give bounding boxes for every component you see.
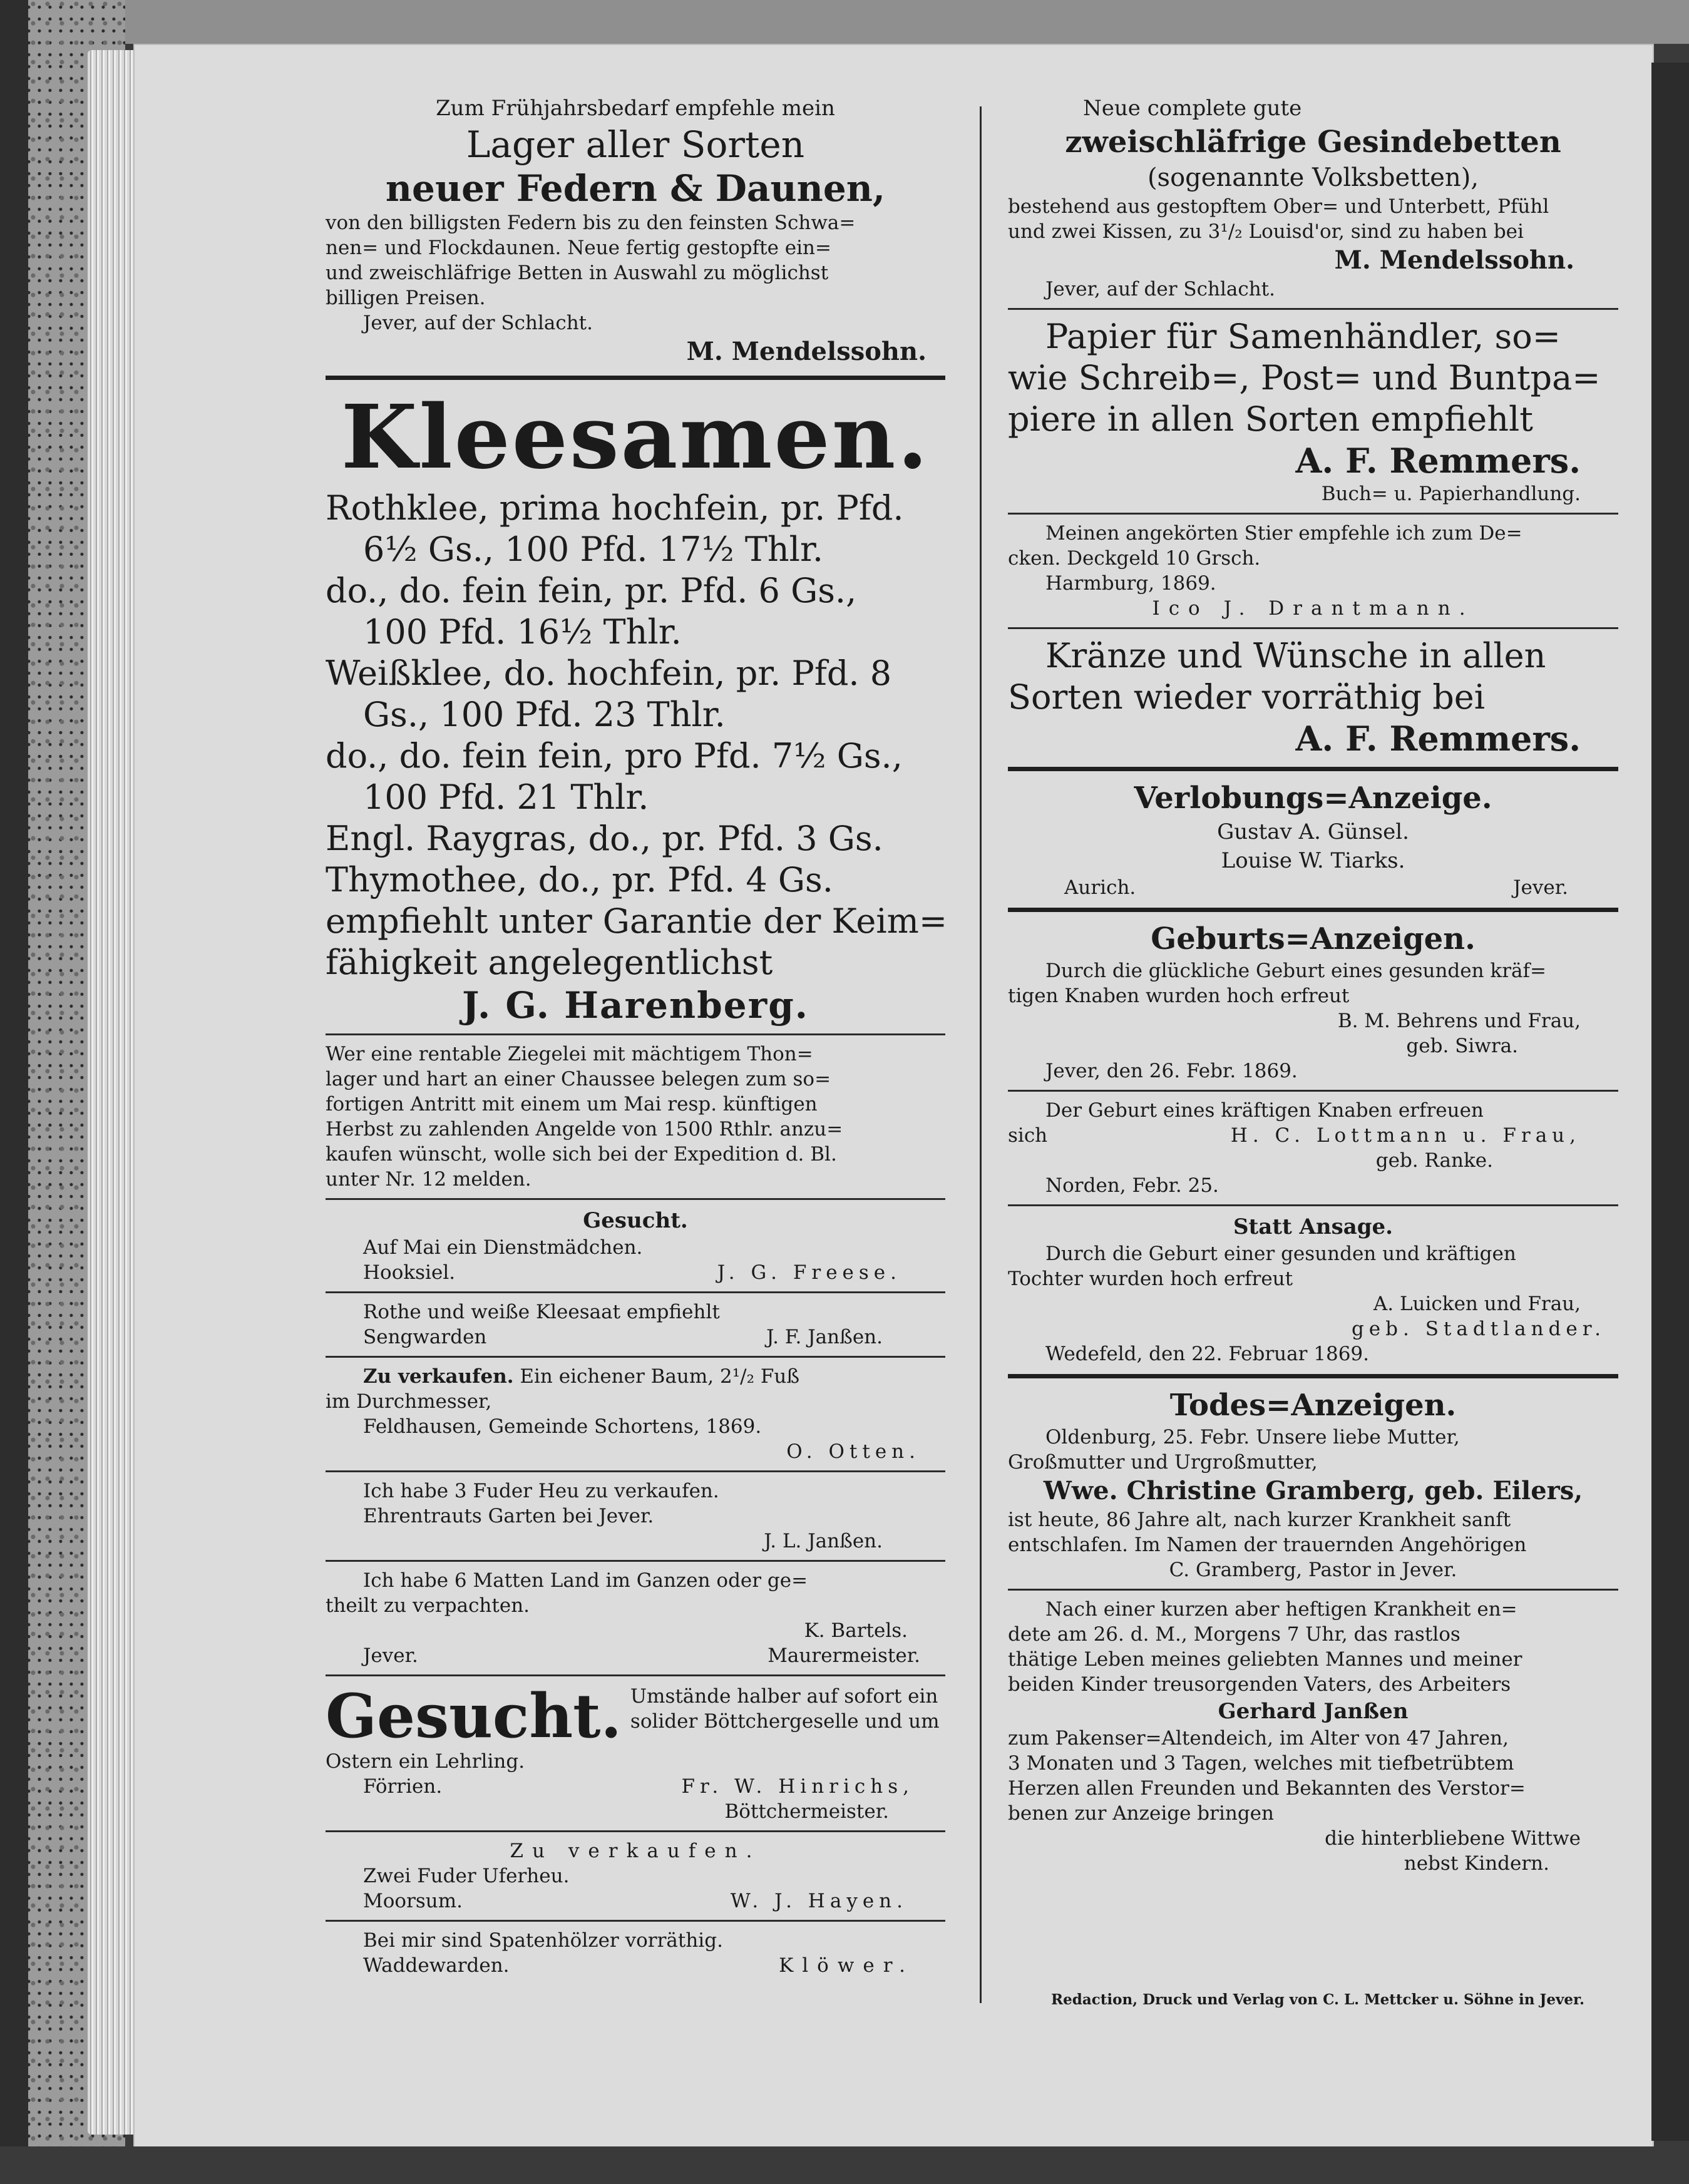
ad-signature: J. F. Janßen. [766, 1326, 883, 1348]
ad-line: Zum Frühjahrsbedarf empfehle mein [436, 96, 835, 121]
notice-name: Louise W. Tiarks. [1221, 848, 1405, 873]
notice-line: beiden Kinder treusorgenden Vaters, des Arbeiters [1008, 1673, 1511, 1696]
ad-line: Feldhausen, Gemeinde Schortens, 1869. [363, 1415, 762, 1438]
ad-signature: J. G. Harenberg. [462, 984, 809, 1027]
ad-signature: A. F. Remmers. [1295, 441, 1581, 481]
ad-place: Jever, auf der Schlacht. [1045, 278, 1275, 300]
column-divider [980, 106, 982, 2003]
notice-signature: nebst Kindern. [1404, 1852, 1549, 1875]
ad-spaten [326, 1928, 945, 1978]
ad-place: Sengwarden [363, 1326, 487, 1348]
rule [1008, 1090, 1618, 1092]
notice-title: Verlobungs=Anzeige. [1134, 781, 1492, 816]
rule [326, 1198, 945, 1200]
ad-line [326, 1364, 945, 1389]
ad-signature: J. G. Freese. [717, 1261, 901, 1284]
ad-line: 100 Pfd. 16½ Thlr. [363, 612, 682, 652]
ad-line: Rothklee, prima hochfein, pr. Pfd. [326, 488, 904, 528]
ad-place: Förrien. [363, 1775, 443, 1798]
ad-line: do., do. fein fein, pro Pfd. 7½ Gs., [326, 736, 903, 776]
ad-line: kaufen wünscht, wolle sich bei der Expedition d. Bl. [326, 1143, 837, 1166]
ad-line: Engl. Raygras, do., pr. Pfd. 3 Gs. [326, 819, 883, 858]
ad-line: solider Böttchergeselle und um [630, 1710, 940, 1733]
next-page-edge [1651, 63, 1689, 2141]
notice-line: Oldenburg, 25. Febr. Unsere liebe Mutter, [1045, 1426, 1460, 1448]
ad-kleesamen [326, 386, 948, 1027]
ad-line: nen= und Flockdaunen. Neue fertig gestopfte ein= [326, 237, 831, 259]
notice-line: Großmutter und Urgroßmutter, [1008, 1451, 1318, 1474]
scan-top-edge [0, 0, 1689, 44]
ad-line: Neue complete gute [1083, 96, 1302, 121]
ad-line: piere in allen Sorten empfiehlt [1008, 399, 1533, 439]
notice-line: Durch die glückliche Geburt eines gesunden kräf= [1045, 960, 1546, 982]
rule [326, 1356, 945, 1358]
left-column [326, 94, 948, 1978]
ad-line: Gs., 100 Pfd. 23 Thlr. [363, 695, 726, 734]
ad-signature: M. Mendelssohn. [686, 337, 927, 366]
ad-line: Ich habe 6 Matten Land im Ganzen oder ge= [363, 1569, 808, 1592]
ad-signature: M. Mendelssohn. [1334, 245, 1574, 275]
ad-signature: O. Otten. [786, 1440, 920, 1463]
rule [1008, 1589, 1618, 1591]
rule [326, 1291, 945, 1293]
ad-matten [326, 1568, 945, 1668]
ad-line: do., do. fein fein, pr. Pfd. 6 Gs., [326, 571, 857, 610]
ad-baum [326, 1364, 945, 1464]
ad-line: Bei mir sind Spatenhölzer vorräthig. [363, 1929, 723, 1952]
notice-line: 3 Monaten und 3 Tagen, welches mit tiefbetrübtem [1008, 1752, 1514, 1775]
ad-line: Auf Mai ein Dienstmädchen. [363, 1236, 643, 1259]
notice-line: ist heute, 86 Jahre alt, nach kurzer Krankheit sanft [1008, 1509, 1511, 1531]
notice-line: tigen Knaben wurden hoch erfreut [1008, 985, 1350, 1007]
ad-place: Jever. [363, 1644, 418, 1667]
ad-line: Buch= u. Papierhandlung. [1321, 483, 1581, 505]
notice-signature: A. Luicken und Frau, [1373, 1293, 1581, 1315]
ad-line: cken. Deckgeld 10 Grsch. [1008, 547, 1261, 570]
ad-kleesaat [326, 1300, 945, 1350]
ad-signature: Fr. W. Hinrichs, [681, 1775, 914, 1798]
rule [326, 1830, 945, 1832]
ad-line: Lager aller Sorten [466, 123, 805, 166]
ad-line: von den billigsten Federn bis zu den feinsten Schwa= [326, 212, 856, 234]
ad-line: bestehend aus gestopftem Ober= und Unterbett, Pfühl [1008, 195, 1549, 218]
notice-signature: geb. Ranke. [1375, 1149, 1493, 1172]
ad-headline: neuer Federn & Daunen, [385, 167, 886, 210]
ad-gesucht-dienstmaedchen [326, 1206, 945, 1285]
ad-place: Waddewarden. [363, 1954, 510, 1977]
ad-line: empfiehlt unter Garantie der Keim= [326, 901, 948, 941]
ad-headline: Gesucht. [583, 1208, 688, 1233]
ad-line: Thymothee, do., pr. Pfd. 4 Gs. [326, 860, 833, 900]
rule [1008, 767, 1618, 771]
ad-line: Jever, auf der Schlacht. [363, 312, 593, 334]
ad-line: 6½ Gs., 100 Pfd. 17½ Thlr. [363, 530, 823, 569]
ad-line: Wer eine rentable Ziegelei mit mächtigem Thon= [326, 1043, 813, 1065]
ad-line: billigen Preisen. [326, 287, 486, 309]
ad-headline: Zu verkaufen. [363, 1365, 514, 1388]
ad-line: im Durchmesser, [326, 1390, 492, 1413]
notice-date: Jever, den 26. Febr. 1869. [1045, 1060, 1298, 1082]
ad-line: Rothe und weiße Kleesaat empfiehlt [363, 1301, 720, 1323]
rule [1008, 908, 1618, 912]
ad-line: Ehrentrauts Garten bei Jever. [363, 1505, 654, 1527]
notice-line: dete am 26. d. M., Morgens 7 Uhr, das rastlos [1008, 1623, 1461, 1646]
rule [326, 1674, 945, 1676]
notice-signature: geb. Stadtlander. [1351, 1318, 1606, 1340]
rule [1008, 1204, 1618, 1206]
ad-federn [326, 94, 945, 368]
ad-place: Moorsum. [363, 1890, 463, 1912]
ad-uferheu [326, 1838, 945, 1914]
notice-title: Statt Ansage. [1233, 1214, 1394, 1239]
ad-line: Zwei Fuder Uferheu. [363, 1865, 570, 1887]
rule [1008, 308, 1618, 310]
ad-line: fortigen Antritt mit einem um Mai resp. künftigen [326, 1093, 818, 1115]
ad-signature: Klöwer. [779, 1954, 914, 1977]
notice-line: Durch die Geburt einer gesunden und kräftigen [1045, 1243, 1516, 1265]
ad-gesucht-boettcher [326, 1681, 945, 1824]
notice-line: benen zur Anzeige bringen [1008, 1802, 1274, 1825]
rule [326, 1033, 945, 1035]
rule [1008, 513, 1618, 515]
rule [326, 1560, 945, 1562]
notice-name: Gerhard Janßen [1218, 1699, 1409, 1724]
notice-name: Gustav A. Günsel. [1217, 819, 1409, 844]
notice-signature: B. M. Behrens und Frau, [1337, 1010, 1581, 1032]
ad-line: fähigkeit angelegentlichst [326, 943, 773, 982]
notice-line: Herzen allen Freunden und Bekannten des Verstor= [1008, 1777, 1526, 1800]
ad-gesindebetten [1008, 94, 1618, 302]
rule [326, 1920, 945, 1922]
rule [1008, 627, 1618, 629]
binding-shadow [0, 0, 28, 2184]
notice-signature: die hinterbliebene Wittwe [1325, 1827, 1581, 1850]
ad-line: Sorten wieder vorräthig bei [1008, 677, 1485, 717]
notice-line: Tochter wurden hoch erfreut [1008, 1268, 1293, 1290]
ad-headline: Gesucht. [326, 1681, 622, 1751]
ad-line: unter Nr. 12 melden. [326, 1168, 531, 1191]
ad-line: Herbst zu zahlenden Angelde von 1500 Rthlr. anzu= [326, 1118, 843, 1141]
notice-signature: H. C. Lottmann u. Frau, [1230, 1124, 1581, 1147]
notice-name: Wwe. Christine Gramberg, geb. Eilers, [1043, 1476, 1583, 1505]
ad-signature: A. F. Remmers. [1295, 719, 1581, 759]
ad-line: Ostern ein Lehrling. [326, 1750, 525, 1773]
ad-line: Papier für Samenhändler, so= [1045, 317, 1561, 356]
ad-signature: Böttchermeister. [724, 1800, 889, 1823]
ad-line: und zwei Kissen, zu 3¹/₂ Louisd'or, sind zu haben bei [1008, 220, 1524, 243]
ad-line: Ich habe 3 Fuder Heu zu verkaufen. [363, 1480, 719, 1502]
notice-line: zum Pakenser=Altendeich, im Alter von 47 Jahren, [1008, 1727, 1509, 1750]
imprint: Redaction, Druck und Verlag von C. L. Mettcker u. Söhne in Jever. [1051, 1991, 1584, 2008]
ad-line: lager und hart an einer Chaussee belegen zum so= [326, 1068, 831, 1090]
rule [326, 376, 945, 380]
ad-papier [1008, 316, 1618, 506]
notice-line: thätige Leben meines geliebten Mannes und meiner [1008, 1648, 1522, 1671]
ad-line: wie Schreib=, Post= und Buntpa= [1008, 358, 1601, 397]
rule [326, 1470, 945, 1472]
notice-title: Geburts=Anzeigen. [1151, 921, 1476, 956]
notice-todes [1008, 1386, 1618, 1876]
ad-line: theilt zu verpachten. [326, 1594, 530, 1617]
ad-line: Meinen angekörten Stier empfehle ich zum De= [1045, 522, 1522, 545]
notice-verlobung [1008, 779, 1618, 900]
notice-line: Der Geburt eines kräftigen Knaben erfreuen [1045, 1099, 1484, 1122]
ad-signature: W. J. Hayen. [730, 1890, 908, 1912]
ad-line: Umstände halber auf sofort ein [630, 1685, 938, 1708]
notice-line: sich [1008, 1124, 1048, 1147]
notice-place: Aurich. [1064, 876, 1136, 899]
ad-headline: Zu verkaufen. [510, 1840, 761, 1862]
notice-geburt [1008, 920, 1618, 1366]
notice-date: Wedefeld, den 22. Februar 1869. [1045, 1343, 1370, 1365]
rule [1008, 1374, 1618, 1378]
ad-line: Weißklee, do. hochfein, pr. Pfd. 8 [326, 654, 892, 693]
scan-bottom-edge [0, 2146, 1689, 2184]
ad-heu [326, 1479, 945, 1554]
notice-line: entschlafen. Im Namen der trauernden Angehörigen [1008, 1534, 1527, 1556]
ad-signature: Ico J. Drantmann. [1152, 597, 1474, 620]
ad-line: Harmburg, 1869. [1045, 572, 1216, 595]
notice-signature: C. Gramberg, Pastor in Jever. [1169, 1559, 1457, 1581]
ad-place: Hooksiel. [363, 1261, 456, 1284]
ad-signature: K. Bartels. [804, 1619, 908, 1642]
notice-line: Nach einer kurzen aber heftigen Krankheit en= [1045, 1598, 1517, 1621]
ad-stier [1008, 521, 1618, 621]
notice-date: Norden, Febr. 25. [1045, 1174, 1219, 1197]
ad-kraenze [1008, 635, 1618, 759]
ad-headline: zweischläfrige Gesindebetten [1065, 125, 1561, 160]
ad-line: 100 Pfd. 21 Thlr. [363, 777, 649, 817]
notice-title: Todes=Anzeigen. [1169, 1388, 1457, 1423]
ad-line: Kränze und Wünsche in allen [1045, 636, 1546, 675]
ad-line: (sogenannte Volksbetten), [1147, 163, 1479, 192]
ad-ziegelei [326, 1042, 945, 1192]
ad-headline: Kleesamen. [341, 386, 930, 489]
notice-signature: geb. Siwra. [1406, 1035, 1518, 1057]
ad-signature: Maurermeister. [767, 1644, 920, 1667]
notice-place: Jever. [1513, 876, 1568, 899]
right-column [1008, 94, 1618, 1876]
ad-line: und zweischläfrige Betten in Auswahl zu möglichst [326, 262, 829, 284]
ad-signature: J. L. Janßen. [764, 1530, 883, 1552]
ad-line-rest: Ein eichener Baum, 2¹/₂ Fuß [520, 1365, 800, 1388]
